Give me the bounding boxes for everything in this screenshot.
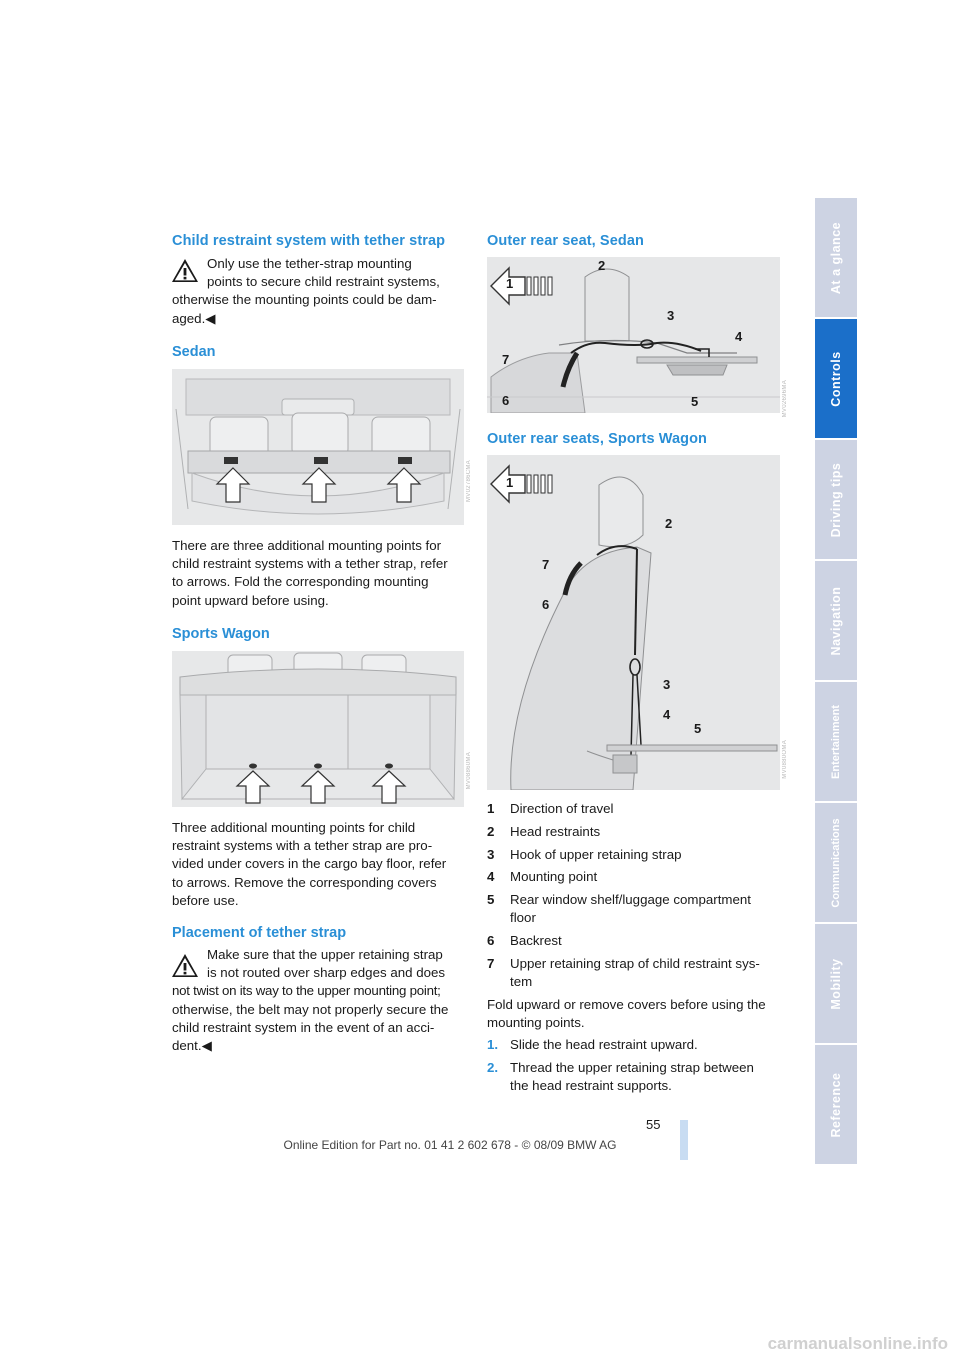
figure-legend	[487, 800, 787, 1099]
fold-text: Fold upward or remove covers before using the mounting points.	[487, 996, 766, 1031]
arrow-up-icon	[301, 466, 337, 504]
arrow-up-icon	[386, 466, 422, 504]
tab-mobility[interactable]: Mobility	[815, 924, 857, 1043]
callout-4: 4	[663, 707, 671, 722]
arrow-up-icon	[215, 466, 251, 504]
figure-code: MV02786CMA	[466, 460, 472, 503]
warning-line: child restraint system in the event of an acci-	[172, 1019, 435, 1035]
direction-arrow-icon	[489, 265, 555, 307]
warning-line: otherwise the mounting points could be dam-	[172, 292, 437, 308]
step-list	[487, 1036, 787, 1095]
tab-at-a-glance[interactable]: At a glance	[815, 198, 857, 317]
watermark: carmanualsonline.info	[767, 1334, 948, 1353]
arrow-up-icon	[235, 769, 271, 805]
figure-code: MV02696MA	[782, 380, 788, 418]
callout-2: 2	[665, 516, 673, 531]
tab-communications[interactable]: Communications	[815, 803, 857, 922]
placement-heading: Placement of tether strap	[172, 925, 347, 941]
callout-3: 3	[663, 677, 671, 692]
legend-item: 1 Direction of travel	[487, 801, 614, 816]
figure-code: MV08860MA	[466, 752, 472, 790]
callout-7: 7	[502, 352, 510, 367]
page-number: 55	[646, 1117, 661, 1132]
step-item: 1. Slide the head restraint upward.	[487, 1037, 698, 1053]
text-line: restraint systems with a tether strap are pro-	[172, 838, 433, 854]
sedan-heading: Sedan	[172, 344, 216, 360]
sedan-text	[172, 537, 472, 610]
wagon-seat-figure	[487, 455, 780, 790]
warning-line: otherwise, the belt may not properly secure the	[172, 1001, 449, 1017]
callout-1: 1	[506, 475, 514, 490]
sports-wagon-heading: Sports Wagon	[172, 626, 270, 642]
callout-4: 4	[735, 329, 743, 344]
sedan-cargo-figure	[172, 369, 464, 525]
callout-1: 1	[506, 276, 514, 291]
section-title: Child restraint system with tether strap	[172, 233, 446, 249]
footer-text: Online Edition for Part no. 01 41 2 602 678 - © 08/09 BMW AG	[283, 1138, 617, 1152]
callout-3: 3	[667, 308, 675, 323]
warning-line: not twist on its way to the upper mounting point;	[172, 983, 441, 999]
warning-text-1	[172, 255, 472, 328]
step-item: 2. Thread the upper retaining strap between the head restraint supports.	[487, 1059, 754, 1093]
tab-navigation[interactable]: Navigation	[815, 561, 857, 680]
warning-line: Make sure that the upper retaining strap	[207, 947, 443, 962]
legend-item: 7 Upper retaining strap of child restraint sys- tem	[487, 955, 760, 990]
arrow-up-icon	[300, 769, 336, 805]
direction-arrow-icon	[489, 463, 555, 505]
wagon-seat-heading: Outer rear seats, Sports Wagon	[487, 431, 708, 447]
legend-item: 2 Head restraints	[487, 823, 601, 839]
wagon-text	[172, 819, 472, 910]
chapter-tabs	[815, 198, 857, 1166]
warning-text-2	[172, 946, 472, 1055]
tab-entertainment[interactable]: Entertainment	[815, 682, 857, 801]
wagon-cargo-figure	[172, 651, 464, 807]
text-line: to arrows. Fold the corresponding mounting	[172, 574, 429, 590]
warning-line: dent.◀	[172, 1038, 212, 1054]
wagon-seat-illustration	[487, 455, 780, 790]
callout-2: 2	[598, 258, 606, 273]
callout-7: 7	[542, 557, 550, 572]
warning-line: points to secure child restraint systems,	[207, 274, 440, 290]
warning-line: is not routed over sharp edges and does	[207, 965, 446, 981]
text-line: There are three additional mounting points for	[172, 538, 442, 553]
callout-6: 6	[502, 393, 510, 408]
tab-controls[interactable]: Controls	[815, 319, 857, 438]
legend-item: 5 Rear window shelf/luggage compartment floor	[487, 892, 751, 926]
sedan-seat-heading: Outer rear seat, Sedan	[487, 233, 644, 249]
text-line: Three additional mounting points for child	[172, 820, 416, 835]
arrow-up-icon	[371, 769, 407, 805]
text-line: vided under covers in the cargo bay floor, refer	[172, 856, 447, 872]
text-line: before use.	[172, 892, 239, 908]
text-line: to arrows. Remove the corresponding covers	[172, 874, 437, 890]
sedan-seat-figure	[487, 257, 780, 413]
text-line: child restraint systems with a tether strap, refer	[172, 556, 448, 572]
tab-driving-tips[interactable]: Driving tips	[815, 440, 857, 559]
figure-code: MV0880OMA	[782, 740, 788, 779]
callout-6: 6	[542, 597, 550, 612]
callout-5: 5	[691, 394, 699, 409]
text-line: point upward before using.	[172, 592, 329, 608]
tab-reference[interactable]: Reference	[815, 1045, 857, 1164]
warning-line: Only use the tether-strap mounting	[207, 256, 412, 271]
legend-item: 6 Backrest	[487, 933, 562, 949]
callout-5: 5	[694, 721, 702, 736]
legend-item: 4 Mounting point	[487, 869, 598, 885]
warning-line: aged.◀	[172, 310, 216, 326]
legend-item: 3 Hook of upper retaining strap	[487, 846, 682, 862]
